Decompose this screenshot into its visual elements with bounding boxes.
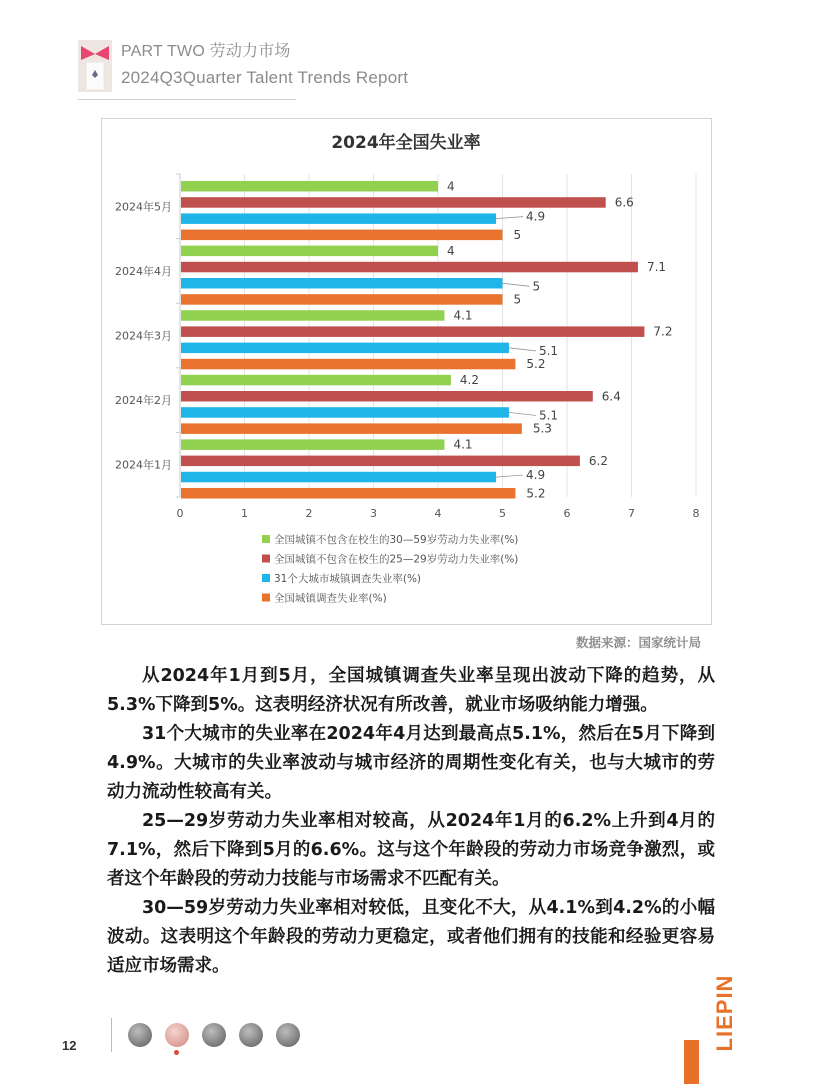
- header-divider: [78, 99, 296, 100]
- category-label: 2024年5月: [115, 200, 172, 214]
- bar: [181, 181, 438, 192]
- data-label: 4: [447, 179, 455, 194]
- analysis-text: [107, 662, 715, 981]
- brand-logo: LIEPIN: [712, 974, 737, 1052]
- brand-bar: [684, 1040, 699, 1084]
- bar: [181, 359, 515, 370]
- bar: [181, 375, 451, 386]
- bar: [181, 278, 503, 289]
- label-leader: [509, 412, 536, 415]
- footer-divider: [111, 1018, 112, 1052]
- legend-swatch: [262, 594, 270, 602]
- paragraph-2: 31个大城市的失业率在2024年4月达到最高点5.1%，然后在5月下降到4.9%。大城市的失业率波动与城市经济的周期性变化有关，也与大城市的劳动力流动性较高有关。: [107, 724, 715, 802]
- bar: [181, 197, 606, 208]
- data-label: 5: [513, 227, 522, 242]
- legend-label: 全国城镇不包含在校生的30—59岁劳动力失业率(%): [274, 534, 519, 546]
- x-tick-label: 8: [692, 507, 700, 520]
- bar: [181, 246, 438, 257]
- bar: [181, 230, 503, 241]
- bar: [181, 407, 509, 418]
- bar: [181, 439, 444, 450]
- report-logo: [78, 40, 112, 92]
- data-label: 4.1: [453, 308, 473, 323]
- bar: [181, 310, 444, 321]
- bar: [181, 423, 522, 434]
- paragraph-3: 25—29岁劳动力失业率相对较高，从2024年1月的6.2%上升到4月的7.1%，然后下降到5月的6.6%。这与这个年龄段的劳动力市场竞争激烈，或者这个年龄段的劳动力技能与市场需求不匹配有关。: [107, 811, 715, 889]
- bar: [181, 294, 503, 305]
- data-label: 7.1: [646, 260, 667, 275]
- legend-label: 全国城镇不包含在校生的25—29岁劳动力失业率(%): [274, 553, 519, 566]
- legend-swatch: [262, 574, 270, 582]
- data-label: 5.1: [538, 343, 559, 358]
- data-label: 4.9: [526, 468, 546, 483]
- category-label: 2024年3月: [115, 329, 172, 343]
- data-label: 7.2: [653, 324, 673, 339]
- legend-label: 31个大城市城镇调查失业率(%): [274, 573, 422, 585]
- data-source: 数据来源：国家统计局: [575, 635, 701, 650]
- legend-swatch: [262, 535, 270, 543]
- chart-svg: [102, 119, 711, 624]
- x-tick-label: 3: [370, 507, 377, 520]
- category-label: 2024年1月: [115, 458, 172, 472]
- label-leader: [503, 283, 530, 286]
- data-label: 4.1: [453, 437, 473, 452]
- label-leader: [496, 217, 523, 219]
- active-section-dot: [174, 1050, 179, 1055]
- bar: [181, 262, 638, 273]
- label-leader: [509, 348, 536, 351]
- chart-title: 2024年全国失业率: [331, 133, 481, 153]
- section-4-icon[interactable]: [239, 1023, 263, 1047]
- bar: [181, 472, 496, 483]
- section-3-icon[interactable]: [202, 1023, 226, 1047]
- bar: [181, 326, 644, 337]
- category-label: 2024年4月: [115, 264, 172, 278]
- x-tick-label: 5: [499, 507, 506, 520]
- page-number: 12: [62, 1038, 77, 1053]
- x-tick-label: 0: [176, 507, 184, 520]
- data-label: 6.4: [601, 389, 621, 404]
- x-tick-label: 6: [563, 507, 571, 520]
- data-label: 4.9: [526, 209, 546, 224]
- data-label: 6.2: [588, 453, 608, 468]
- x-tick-label: 1: [241, 507, 248, 520]
- data-label: 5: [513, 292, 522, 307]
- legend-label: 全国城镇调查失业率(%): [274, 592, 387, 605]
- data-label: 5.1: [538, 408, 559, 423]
- bar: [181, 213, 496, 224]
- x-tick-label: 2: [305, 507, 313, 520]
- data-label: 4: [447, 243, 455, 258]
- x-tick-label: 7: [628, 507, 635, 520]
- section-1-icon[interactable]: [128, 1023, 152, 1047]
- data-label: 6.6: [614, 195, 634, 210]
- x-tick-label: 4: [434, 507, 442, 520]
- paragraph-1: 从2024年1月到5月，全国城镇调查失业率呈现出波动下降的趋势，从5.3%下降到5%。这表明经济状况有所改善，就业市场吸纳能力增强。: [107, 666, 715, 715]
- data-label: 5.3: [532, 421, 552, 436]
- section-2-icon[interactable]: [165, 1023, 189, 1047]
- paragraph-4: 30—59岁劳动力失业率相对较低，且变化不大，从4.1%到4.2%的小幅波动。这表明这个年龄段的劳动力更稳定，或者他们拥有的技能和经验更容易适应市场需求。: [107, 898, 715, 976]
- category-label: 2024年2月: [115, 394, 172, 408]
- section-5-icon[interactable]: [276, 1023, 300, 1047]
- unemployment-chart: [101, 118, 712, 625]
- header-report-title: 2024Q3Quarter Talent Trends Report: [121, 68, 409, 87]
- data-label: 5: [532, 279, 541, 294]
- bar: [181, 391, 593, 402]
- bar: [181, 488, 515, 499]
- bar: [181, 456, 580, 467]
- legend-swatch: [262, 555, 270, 563]
- data-label: 5.2: [526, 357, 546, 372]
- data-label: 4.2: [459, 373, 479, 388]
- header-section-title: PART TWO 劳动力市场: [121, 43, 291, 60]
- label-leader: [496, 475, 523, 477]
- data-label: 5.2: [526, 486, 546, 501]
- bar: [181, 343, 509, 354]
- footer-nav-icons: [128, 1023, 300, 1047]
